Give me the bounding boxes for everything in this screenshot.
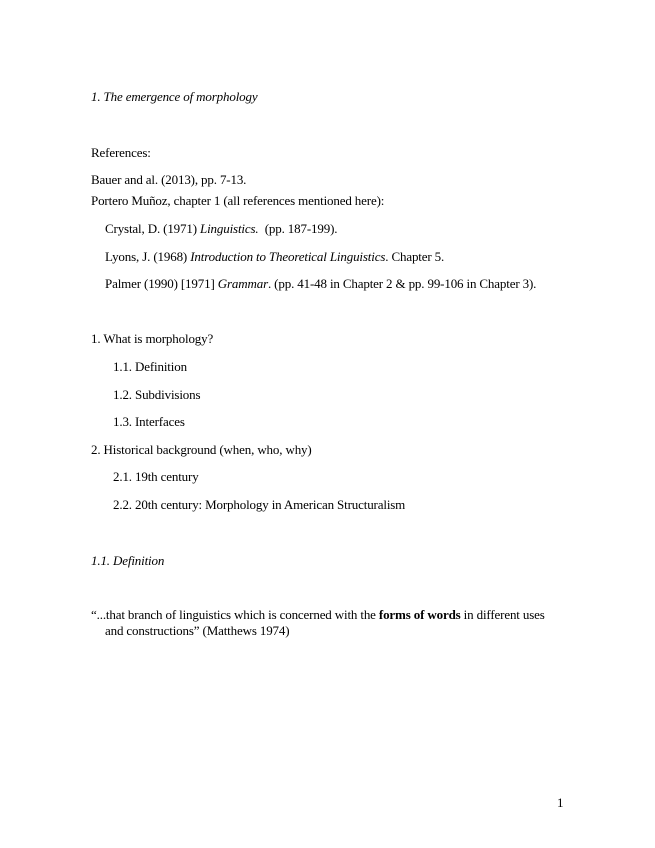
outline-item-2-2: 2.2. 20th century: Morphology in American Structuralism [113,497,406,512]
outline-item-1-1: 1.1. Definition [113,359,187,374]
sub-reference-rest: . (pp. 41-48 in Chapter 2 & pp. 99-106 in Chapter 3). [267,276,537,291]
sub-reference-crystal [105,221,337,237]
reference-portero: Portero Muñoz, chapter 1 (all references mentioned here): [91,193,385,208]
sub-reference-palmer [105,276,536,292]
quote-line-1 [91,607,545,623]
reference-bauer: Bauer and al. (2013), pp. 7-13. [91,172,247,187]
sub-reference-author: Palmer (1990) [1971] [105,276,218,291]
section-heading: 1.1. Definition [91,553,165,568]
sub-reference-title: Introduction to Theoretical Linguistics [190,249,386,264]
sub-reference-rest: . Chapter 5. [385,249,445,264]
references-heading: References: [91,145,151,160]
quote-line-2: and constructions” (Matthews 1974) [105,623,290,638]
sub-reference-lyons [105,249,444,265]
page-number: 1 [557,795,564,810]
sub-reference-author: Lyons, J. (1968) [105,249,191,264]
quote-before: “...that branch of linguistics which is concerned with the [91,607,379,622]
sub-reference-rest: (pp. 187-199). [258,221,338,236]
sub-reference-title: Grammar [217,276,268,291]
outline-item-1-2: 1.2. Subdivisions [113,387,201,402]
document-title: 1. The emergence of morphology [91,89,258,104]
outline-item-1-3: 1.3. Interfaces [113,414,185,429]
quote-after: in different uses [460,607,545,622]
sub-reference-title: Linguistics. [200,221,259,236]
quote-bold: forms of words [378,607,461,622]
outline-item-1: 1. What is morphology? [91,331,214,346]
outline-item-2-1: 2.1. 19th century [113,469,199,484]
sub-reference-author: Crystal, D. (1971) [105,221,200,236]
outline-item-2: 2. Historical background (when, who, why) [91,442,312,457]
